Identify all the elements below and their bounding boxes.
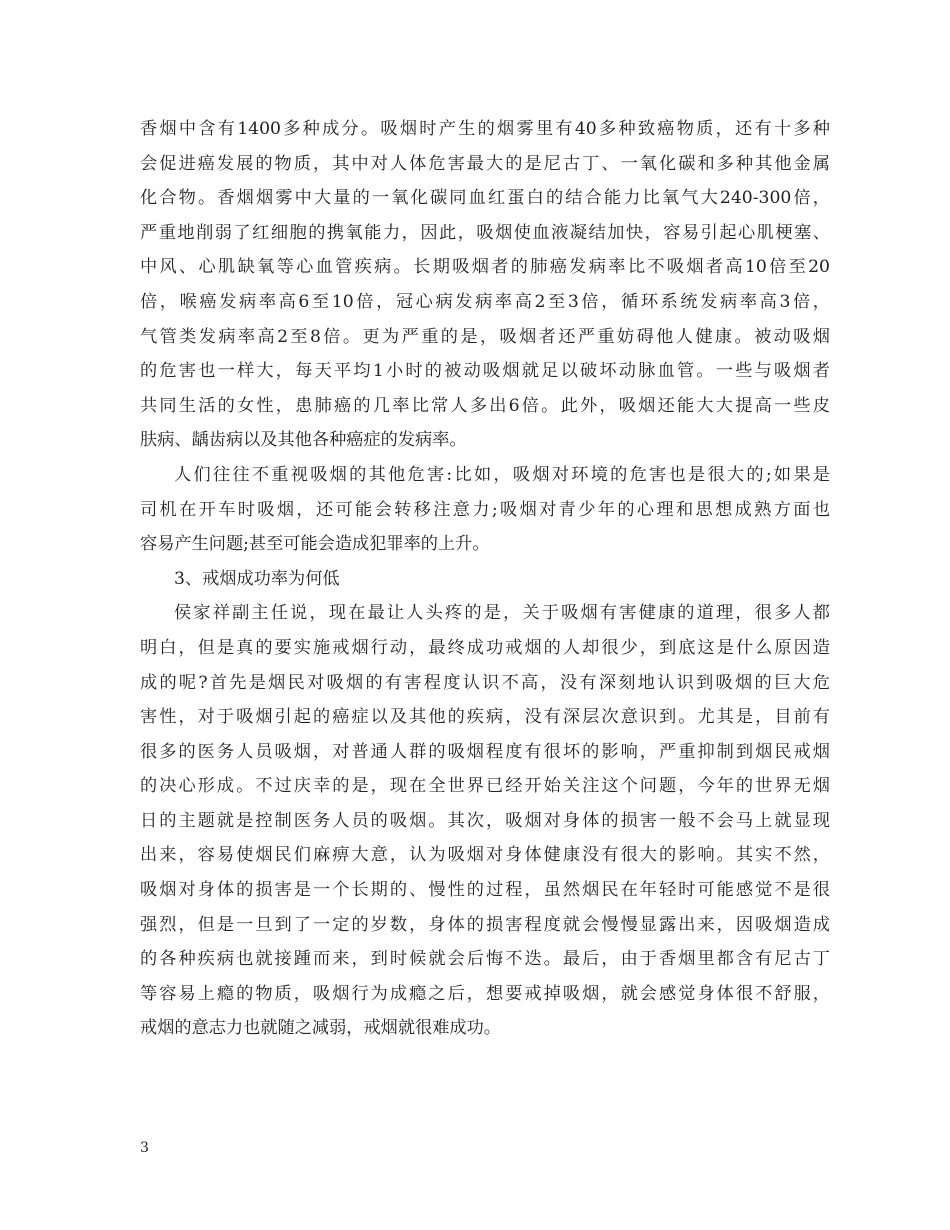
text-line: 香烟中含有1400多种成分。吸烟时产生的烟雾里有40多种致癌物质，还有十多种 [140,119,830,139]
text-line: 会促进癌发展的物质，其中对人体危害最大的是尼古丁、一氧化碳和多种其他金属 [140,153,830,174]
text-line: 肤病、龋齿病以及其他各种癌症的发病率。 [140,430,467,451]
text-line: 的危害也一样大，每天平均1小时的被动吸烟就足以破坏动脉血管。一些与吸烟者 [140,361,830,382]
text-line: 成的呢?首先是烟民对吸烟的有害程度认识不高，没有深刻地认识到吸烟的巨大危 [140,672,830,693]
paragraph-other-harms [140,458,830,562]
text-line: 日的主题就是控制医务人员的吸烟。其次，吸烟对身体的损害一般不会马上就显现 [140,810,830,831]
paragraph-smoking-harms [140,112,830,458]
paragraph-quit-success-rate [140,596,830,1046]
section-heading [140,562,830,597]
page-number: 3 [140,1140,149,1156]
text-line: 戒烟的意志力也就随之减弱，戒烟就很难成功。 [140,1018,501,1039]
text-line: 很多的医务人员吸烟，对普通人群的吸烟程度有很坏的影响，严重抑制到烟民戒烟 [140,741,830,762]
text-line: 吸烟对身体的损害是一个长期的、慢性的过程，虽然烟民在年轻时可能感觉不是很 [140,880,830,901]
text-line: 严重地削弱了红细胞的携氧能力，因此，吸烟使血液凝结加快，容易引起心肌梗塞、 [140,222,830,243]
text-line: 强烈，但是一旦到了一定的岁数，身体的损害程度就会慢慢显露出来，因吸烟造成 [140,914,830,935]
text-line: 司机在开车时吸烟，还可能会转移注意力;吸烟对青少年的心理和思想成熟方面也 [140,499,830,520]
text-line: 侯家祥副主任说，现在最让人头疼的是，关于吸烟有害健康的道理，很多人都 [174,603,830,624]
text-line: 中风、心肌缺氧等心血管疾病。长期吸烟者的肺癌发病率比不吸烟者高10倍至20 [140,257,830,278]
text-line: 的各种疾病也就接踵而来，到时候就会后悔不迭。最后，由于香烟里都含有尼古丁 [140,949,830,970]
text-line: 的决心形成。不过庆幸的是，现在全世界已经开始关注这个问题，今年的世界无烟 [140,776,830,797]
text-line: 等容易上瘾的物质，吸烟行为成瘾之后，想要戒掉吸烟，就会感觉身体很不舒服， [140,983,830,1004]
text-line: 容易产生问题;甚至可能会造成犯罪率的上升。 [140,534,490,555]
text-line: 倍，喉癌发病率高6至10倍，冠心病发病率高2至3倍，循环系统发病率高3倍， [140,291,830,312]
text-line: 化合物。香烟烟雾中大量的一氧化碳同血红蛋白的结合能力比氧气大240-300倍， [140,188,830,209]
text-line: 明白，但是真的要实施戒烟行动，最终成功戒烟的人却很少，到底这是什么原因造 [140,637,830,658]
text-line: 人们往往不重视吸烟的其他危害:比如，吸烟对环境的危害也是很大的;如果是 [174,464,830,485]
document-body [140,112,830,1046]
text-line: 共同生活的女性，患肺癌的几率比常人多出6倍。此外，吸烟还能大大提高一些皮 [140,395,830,416]
section-heading-text: 3、戒烟成功率为何低 [174,568,340,589]
text-line: 气管类发病率高2至8倍。更为严重的是，吸烟者还严重妨碍他人健康。被动吸烟 [140,326,830,347]
text-line: 出来，容易使烟民们麻痹大意，认为吸烟对身体健康没有很大的影响。其实不然， [140,845,830,866]
text-line: 害性，对于吸烟引起的癌症以及其他的疾病，没有深层次意识到。尤其是，目前有 [140,707,830,728]
